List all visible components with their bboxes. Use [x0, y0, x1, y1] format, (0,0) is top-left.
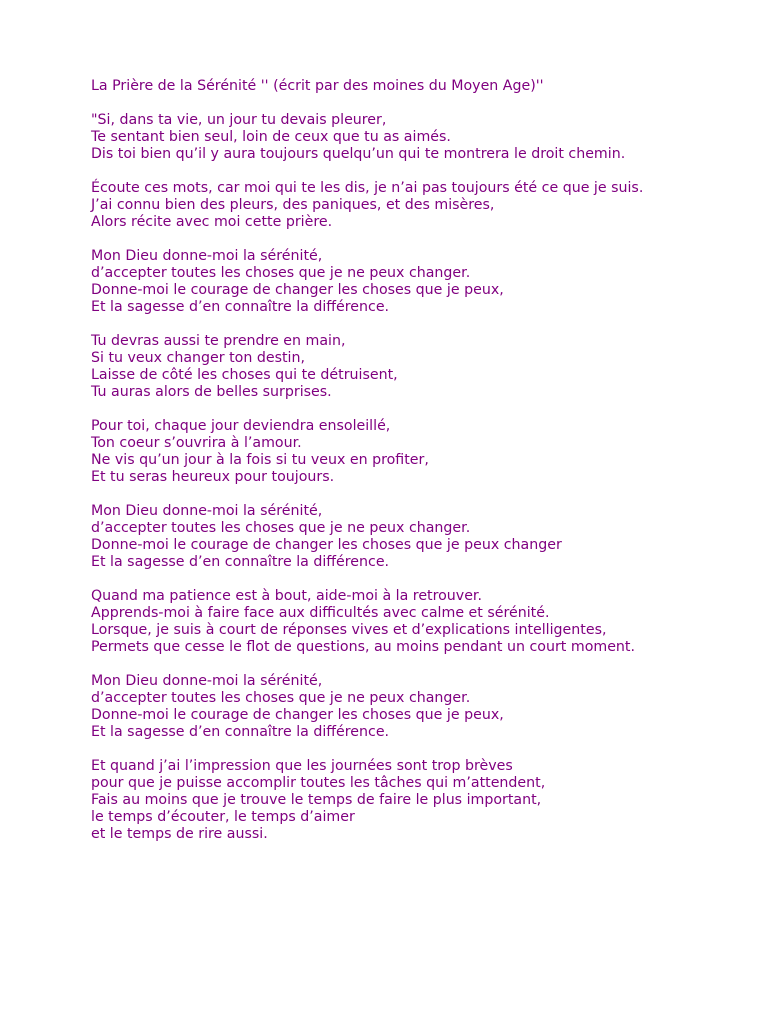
stanza-line: Alors récite avec moi cette prière.: [91, 214, 333, 230]
stanza-line: d’accepter toutes les choses que je ne peux changer.: [91, 520, 471, 536]
stanza-7: [91, 588, 691, 656]
stanza-1: [91, 112, 691, 163]
stanza-line: Et la sagesse d’en connaître la différence.: [91, 724, 390, 740]
stanza-line: Tu devras aussi te prendre en main,: [91, 333, 346, 349]
stanza-6: [91, 503, 691, 571]
stanza-line: Dis toi bien qu’il y aura toujours quelqu’un qui te montrera le droit chemin.: [91, 146, 626, 162]
stanza-line: "Si, dans ta vie, un jour tu devais pleurer,: [91, 112, 387, 128]
stanza-line: Fais au moins que je trouve le temps de faire le plus important,: [91, 792, 542, 808]
stanza-line: Écoute ces mots, car moi qui te les dis, je n’ai pas toujours été ce que je suis.: [91, 180, 644, 196]
stanza-2: [91, 180, 691, 231]
stanza-line: Te sentant bien seul, loin de ceux que tu as aimés.: [91, 129, 451, 145]
stanza-line: d’accepter toutes les choses que je ne peux changer.: [91, 265, 471, 281]
stanza-8: [91, 673, 691, 741]
stanza-line: le temps d’écouter, le temps d’aimer: [91, 809, 355, 825]
stanza-line: J’ai connu bien des pleurs, des paniques, et des misères,: [91, 197, 495, 213]
stanza-line: et le temps de rire aussi.: [91, 826, 268, 842]
document-title: La Prière de la Sérénité '' (écrit par des moines du Moyen Age)'': [91, 78, 544, 94]
stanza-line: d’accepter toutes les choses que je ne peux changer.: [91, 690, 471, 706]
stanza-line: Ton coeur s’ouvrira à l’amour.: [91, 435, 302, 451]
stanza-line: Laisse de côté les choses qui te détruisent,: [91, 367, 398, 383]
stanza-line: Tu auras alors de belles surprises.: [91, 384, 332, 400]
stanza-line: Pour toi, chaque jour deviendra ensoleillé,: [91, 418, 391, 434]
stanza-line: Mon Dieu donne-moi la sérénité,: [91, 248, 323, 264]
stanza-5: [91, 418, 691, 486]
stanza-line: Donne-moi le courage de changer les choses que je peux changer: [91, 537, 562, 553]
stanza-line: pour que je puisse accomplir toutes les tâches qui m’attendent,: [91, 775, 546, 791]
stanza-line: Mon Dieu donne-moi la sérénité,: [91, 503, 323, 519]
stanza-line: Si tu veux changer ton destin,: [91, 350, 305, 366]
document-page: [91, 78, 691, 860]
stanza-line: Et la sagesse d’en connaître la différence.: [91, 554, 390, 570]
stanza-line: Donne-moi le courage de changer les choses que je peux,: [91, 707, 504, 723]
stanza-line: Apprends-moi à faire face aux difficultés avec calme et sérénité.: [91, 605, 550, 621]
stanza-line: Permets que cesse le flot de questions, au moins pendant un court moment.: [91, 639, 635, 655]
stanza-line: Et quand j’ai l’impression que les journées sont trop brèves: [91, 758, 513, 774]
stanza-3: [91, 248, 691, 316]
stanza-line: Mon Dieu donne-moi la sérénité,: [91, 673, 323, 689]
stanza-4: [91, 333, 691, 401]
stanza-line: Quand ma patience est à bout, aide-moi à la retrouver.: [91, 588, 482, 604]
stanza-line: Et la sagesse d’en connaître la différence.: [91, 299, 390, 315]
stanza-line: Et tu seras heureux pour toujours.: [91, 469, 335, 485]
stanza-9: [91, 758, 691, 843]
stanza-line: Donne-moi le courage de changer les choses que je peux,: [91, 282, 504, 298]
stanza-line: Lorsque, je suis à court de réponses vives et d’explications intelligentes,: [91, 622, 607, 638]
stanza-line: Ne vis qu’un jour à la fois si tu veux en profiter,: [91, 452, 429, 468]
